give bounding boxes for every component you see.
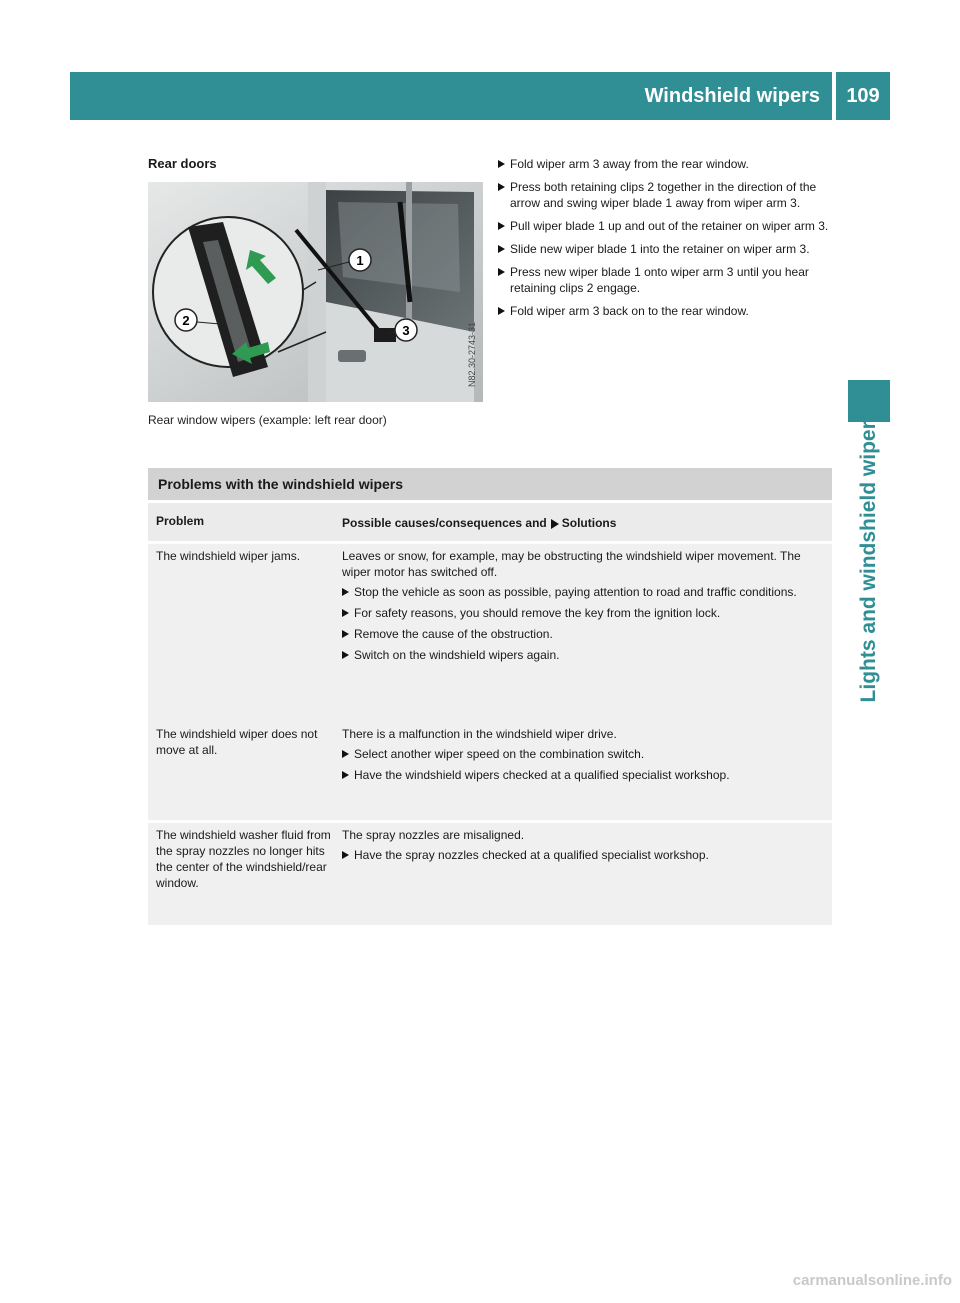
image-code: N82.30-2743-31 [467,321,477,387]
solution-cell [342,548,828,668]
step-arrow-icon [498,307,505,315]
solution-item [342,626,828,642]
step-ref: 3 [799,242,807,256]
table-row [148,544,832,716]
step-text: Fold wiper arm [510,304,593,318]
solution-list [342,847,828,863]
step-arrow-icon [342,750,349,758]
step-text: Slide new wiper blade [510,242,631,256]
solution-item [342,746,828,762]
cause-text: The spray nozzles are misaligned. [342,828,525,842]
section-title: Rear doors [148,156,217,171]
step-ref: 2 [586,281,594,295]
step-item [498,303,836,319]
step-item [498,264,836,296]
step-ref: 1 [634,265,641,279]
problem-cell: The windshield wiper jams. [156,549,301,563]
solution-text: Select another wiper speed on the combination switch. [354,747,645,761]
table-row [148,716,832,820]
page-number: 109 [836,72,890,120]
step-ref: 2 [647,180,655,194]
callout-2: 2 [182,313,190,328]
step-text: away from wiper arm [672,196,791,210]
step-arrow-icon [342,609,349,617]
step-ref: 1 [630,242,637,256]
step-arrow-icon [498,268,505,276]
solution-item [342,767,828,783]
step-arrow-icon [342,588,349,596]
solution-item [342,647,828,663]
step-item [498,156,836,172]
arrow-icon [551,519,559,529]
solution-list [342,746,828,783]
step-ref: 3 [818,219,825,233]
step-arrow-icon [342,851,349,859]
step-text: onto wiper arm [640,265,727,279]
step-text: . [806,242,810,256]
step-item [498,179,836,211]
solution-cell [342,827,828,868]
step-text: away from the rear window. [599,157,749,171]
step-text: engage. [593,281,641,295]
step-text: Press both retaining clips [510,180,648,194]
step-arrow-icon [498,222,505,230]
page-title: Windshield wipers [644,85,820,107]
problem-cell: The windshield washer fluid from the spray nozzles no longer hits the center of the windshield/rear window. [156,828,331,890]
callout-3: 3 [402,323,410,338]
solution-item [342,605,828,621]
solution-list [342,584,828,663]
step-text: back on to the rear window. [599,304,749,318]
step-item [498,241,836,257]
chapter-side-label-text: Lights and windshield wipers [857,409,880,702]
solution-cell [342,726,828,788]
table-caption: Problems with the windshield wipers [148,468,832,500]
step-ref: 3 [790,196,797,210]
problem-cell: The windshield wiper does not move at all. [156,727,318,757]
column-header-causes [342,516,616,530]
column-header-problem: Problem [156,514,205,528]
step-text: until you hear retaining clips [510,265,809,295]
column-header-causes-text: Possible causes/consequences and [342,516,547,530]
solution-text: Have the spray nozzles checked at a qualified specialist workshop. [354,848,709,862]
cause-text: There is a malfunction in the windshield wiper drive. [342,727,617,741]
step-text: Fold wiper arm [510,157,593,171]
step-ref: 3 [592,157,600,171]
step-text: together in the direction of the arrow and swing wiper blade [510,180,817,210]
step-arrow-icon [498,160,505,168]
step-text: . [796,196,801,210]
wiper-figure [148,182,483,402]
step-text: up and out of the retainer on wiper arm [604,219,819,233]
wiper-illustration [148,182,483,402]
step-ref: 1 [665,196,673,210]
table-row [148,823,832,925]
chapter-side-label [848,409,890,702]
step-text: Press new wiper blade [510,265,635,279]
solution-text: For safety reasons, you should remove the key from the ignition lock. [354,606,721,620]
step-ref: 3 [726,265,734,279]
step-ref: 1 [598,219,605,233]
step-ref: 3 [592,304,600,318]
solution-item [342,584,828,600]
step-arrow-icon [342,651,349,659]
step-text: Pull wiper blade [510,219,599,233]
solution-text: Stop the vehicle as soon as possible, paying attention to road and traffic conditions. [354,585,797,599]
cause-text: Leaves or snow, for example, may be obstructing the windshield wiper movement. The wiper motor has switched off. [342,549,801,579]
callout-1: 1 [356,253,364,268]
figure-caption: Rear window wipers (example: left rear door) [148,413,387,427]
step-arrow-icon [342,630,349,638]
instruction-steps [498,156,836,326]
step-arrow-icon [342,771,349,779]
step-text: into the retainer on wiper arm [636,242,800,256]
solution-item [342,847,828,863]
step-item [498,218,836,234]
column-header-solutions-text: Solutions [561,516,617,530]
solution-text: Remove the cause of the obstruction. [354,627,553,641]
site-watermark: carmanualsonline.info [792,1272,952,1289]
solution-text: Have the windshield wipers checked at a qualified specialist workshop. [354,768,730,782]
table-header [148,503,832,541]
step-arrow-icon [498,245,505,253]
step-arrow-icon [498,183,505,191]
step-text: . [824,219,829,233]
solution-text: Switch on the windshield wipers again. [354,648,560,662]
